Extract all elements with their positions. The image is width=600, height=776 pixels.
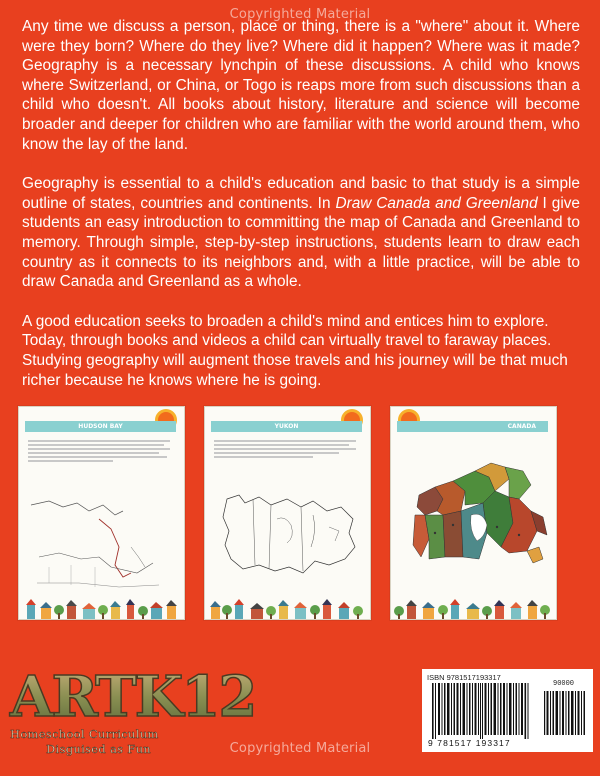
page-header-label: YUKON xyxy=(274,423,299,430)
logo-tagline-2: Disguised as Fun xyxy=(46,742,151,756)
watermark-bottom: Copyrighted Material xyxy=(229,741,371,756)
sample-page-hudson-bay xyxy=(18,406,185,620)
sample-page-canada xyxy=(390,406,557,620)
isbn-label: ISBN 9781517193317 xyxy=(427,673,501,682)
hudson-bay-map-drawing xyxy=(19,407,184,619)
canada-colored-map xyxy=(391,407,556,619)
description-text xyxy=(22,17,580,410)
barcode-digits: 9 781517 193317 xyxy=(428,738,511,748)
logo-wordmark: ARTK12 xyxy=(10,664,256,730)
village-illustration xyxy=(205,599,370,619)
price-code: 90000 xyxy=(553,680,575,688)
watermark-top: Copyrighted Material xyxy=(229,7,371,22)
paragraph-2-start: Geography is essential to a child's education and basic to that study is a simple outline of states, countries and continents. In xyxy=(22,175,580,212)
page-header-label: HUDSON BAY xyxy=(78,423,123,430)
village-illustration xyxy=(19,599,184,619)
logo-tagline-1: Homeschool Curriculum xyxy=(10,727,159,741)
sample-page-yukon xyxy=(204,406,371,620)
paragraph-3: A good education seeks to broaden a child's mind and entices him to explore. Today, through books and videos a child can virtually travel to faraway places. Studying geography will augment those travels and his journey will be that much richer because he knows where he is going. xyxy=(22,312,568,389)
paragraph-2-end: I give students an easy introduction to committing the map of Canada and Greenland to memory. Through simple, step-by-step instructions, students learn to draw each country as it connects to its neighbors and, with a little practice, will be able to draw Canada and Greenland as a whole. xyxy=(22,194,580,291)
canada-outline-map-drawing xyxy=(205,407,370,619)
paragraph-1: Any time we discuss a person, place or thing, there is a "where" about it. Where were they born? Where do they live? Where did it happen? Where was it made? Geography is a necessary lynchpin of these discussions. A child who knows where Switzerland, or China, or Togo is reaps more from such discussions than a child who doesn't. All books about history, literature and science will become broader and deeper for children who are familiar with the world around them, who know the lay of the land. xyxy=(22,18,580,153)
paragraph-2 xyxy=(22,174,580,292)
book-title: Draw Canada and Greenland xyxy=(335,194,538,212)
village-illustration xyxy=(391,599,556,619)
page-header-label: CANADA xyxy=(507,423,536,430)
isbn-barcode xyxy=(422,669,593,752)
